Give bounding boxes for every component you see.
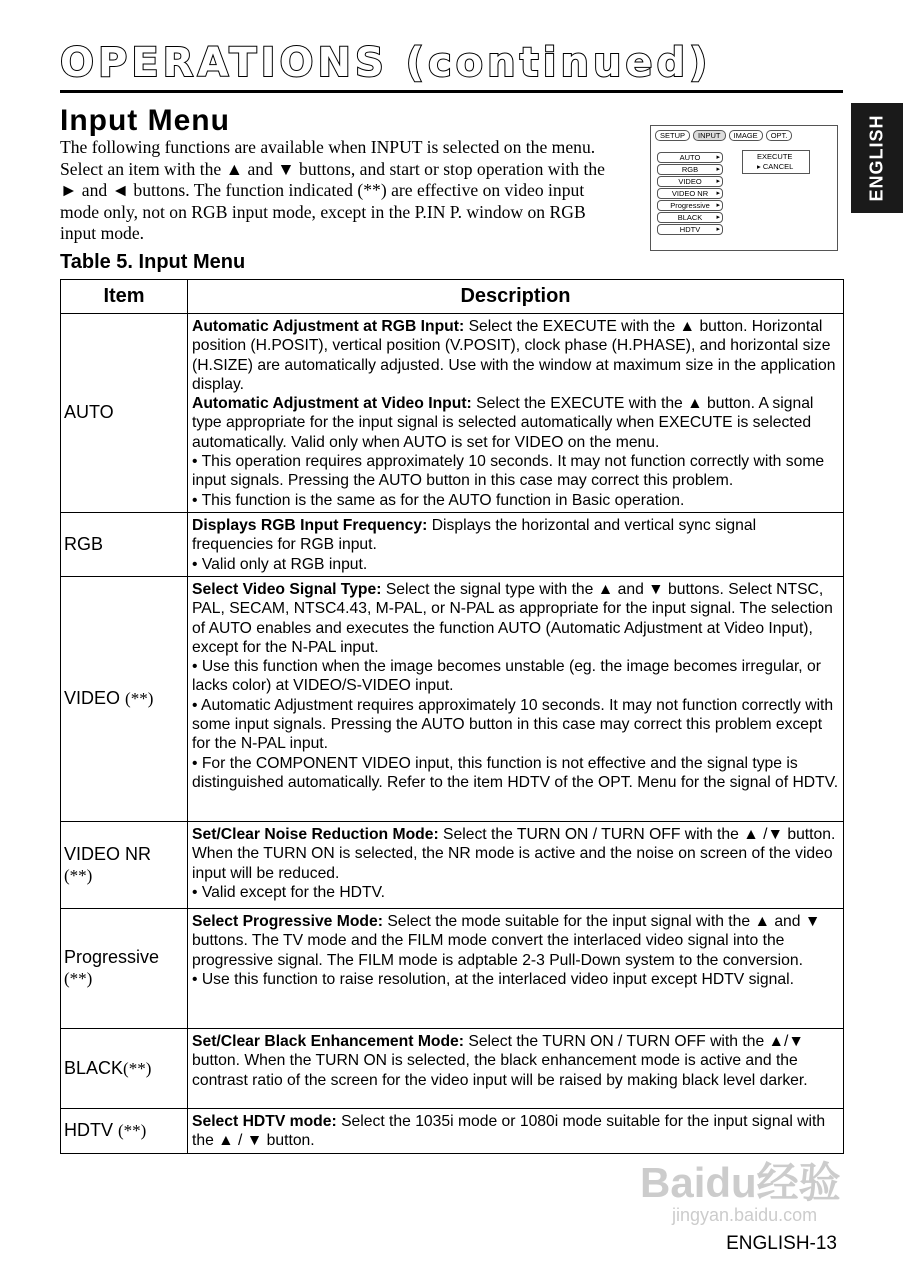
intro-paragraph: The following functions are available when INPUT is selected on the menu. Select an item with the ▲ and ▼ buttons, and start or stop operation with the ► and ◄ buttons. The function indicated (**) are effective on video input mode only, not on RGB input mode, except in the P.IN P. window on RGB input mode. [60,137,605,243]
description-cell: Automatic Adjustment at RGB Input: Select the EXECUTE with the ▲ button. Horizontal position (H.POSIT), vertical position (V.POSIT), clock phase (H.PHASE), and horizontal size (H.SIZE) are automatically adjusted. Use with the window at maximum size in the application display. Automatic Adjustment at Video Input: Select the EXECUTE with the ▲ button. A signal type appropriate for the input signal is selected automatically when EXECUTE is selected automatically. Valid only when AUTO is set for VIDEO on the menu. • This operation requires approximately 10 seconds. It may not function correctly with some input signals. Pressing the AUTO button in this case may correct this problem. • This function is the same as for the AUTO function in Basic operation. [188,314,844,513]
input-menu-table [60,279,844,1154]
description-cell: Select Video Signal Type: Select the signal type with the ▲ and ▼ buttons. Select NTSC, PAL, SECAM, NTSC4.43, M-PAL, or N-PAL as appropriate for the input signal. The selection of AUTO enables and executes the function AUTO (Automatic Adjustment at Video Input), except for the N-PAL input. • Use this function when the image becomes unstable (eg. the image becomes irregular, or lacks color) at VIDEO/S-VIDEO input. • Automatic Adjustment requires approximately 10 seconds. It may not function correctly with some input signals. Pressing the AUTO button in this case may correct this problem except for the N-PAL input. • For the COMPONENT VIDEO input, this function is not effective and the signal type is distinguished automatically. Refer to the item HDTV of the OPT. Menu for the signal of HDTV. [188,576,844,821]
title-rule [60,90,843,93]
table-row [61,1028,844,1108]
menu-tab-image: IMAGE [729,130,763,141]
menu-tabs [655,130,792,141]
section-heading: Input Menu [60,104,230,137]
watermark-url: jingyan.baidu.com [672,1205,818,1225]
menu-item-video-nr: VIDEO NR ▸ [657,188,723,199]
page-title: OPERATIONS (continued) [60,40,712,86]
menu-tab-opt: OPT. [766,130,793,141]
table-row [61,1108,844,1153]
language-tab [851,103,903,213]
watermark: Baidu经验 [640,1159,841,1206]
menu-tab-setup: SETUP [655,130,690,141]
menu-item-rgb: RGB ▸ [657,164,723,175]
menu-item-video: VIDEO ▸ [657,176,723,187]
menu-items [657,152,723,235]
table-row [61,512,844,576]
table-header-row [61,280,844,314]
table-row [61,576,844,821]
description-cell: Set/Clear Black Enhancement Mode: Select the TURN ON / TURN OFF with the ▲/▼ button. When the TURN ON is selected, the black enhancement mode is active and the contrast ratio of the screen for the video input will be raised by making black level darker. [188,1028,844,1108]
table-row [61,314,844,513]
menu-tab-input: INPUT [693,130,726,141]
menu-action-cancel: ▸ CANCEL [757,162,794,171]
description-cell: Select Progressive Mode: Select the mode suitable for the input signal with the ▲ and ▼ buttons. The TV mode and the FILM mode convert the interlaced video signal into the progressive signal. The FILM mode is adptable 2-3 Pull-Down system to the conversion. • Use this function to raise resolution, at the interlaced video input except HDTV signal. [188,908,844,1028]
item-cell: AUTO [61,314,188,513]
column-header-description: Description [188,280,844,314]
column-header-item: Item [61,280,188,314]
item-cell: Progressive (**) [61,908,188,1028]
page-number: ENGLISH-13 [726,1233,837,1254]
item-cell: BLACK(**) [61,1028,188,1108]
menu-item-hdtv: HDTV ▸ [657,224,723,235]
table-row [61,908,844,1028]
description-cell: Select HDTV mode: Select the 1035i mode or 1080i mode suitable for the input signal with the ▲ / ▼ button. [188,1108,844,1153]
description-cell: Set/Clear Noise Reduction Mode: Select the TURN ON / TURN OFF with the ▲ /▼ button. When the TURN ON is selected, the NR mode is active and the noise on screen of the video input will be reduced. • Valid except for the HDTV. [188,821,844,908]
item-cell: RGB [61,512,188,576]
menu-action-execute: EXECUTE [757,152,793,161]
menu-item-progressive: Progressive ▸ [657,200,723,211]
table-row [61,821,844,908]
item-cell: VIDEO NR (**) [61,821,188,908]
menu-item-auto: AUTO ▸ [657,152,723,163]
description-cell: Displays RGB Input Frequency: Displays the horizontal and vertical sync signal frequencies for RGB input. • Valid only at RGB input. [188,512,844,576]
table-title: Table 5. Input Menu [60,251,246,273]
item-cell: HDTV (**) [61,1108,188,1153]
menu-item-black: BLACK ▸ [657,212,723,223]
language-tab-label: ENGLISH [866,114,887,202]
item-cell: VIDEO (**) [61,576,188,821]
menu-diagram [650,125,838,251]
menu-action-box [742,150,810,174]
